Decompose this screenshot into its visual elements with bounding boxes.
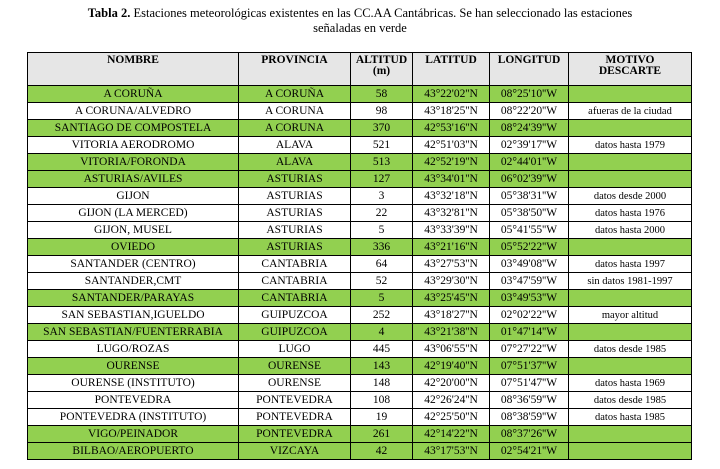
cell-longitude: 03°47'59''W <box>490 273 569 290</box>
cell-latitude: 43°22'02''N <box>413 86 490 103</box>
cell-name: SAN SEBASTIAN,IGUELDO <box>28 307 239 324</box>
cell-longitude: 03°49'08''W <box>490 256 569 273</box>
cell-province: A CORUÑA <box>239 86 351 103</box>
cell-name: GIJON <box>28 188 239 205</box>
cell-name: VIGO/PEINADOR <box>28 426 239 443</box>
cell-altitude: 521 <box>351 137 413 154</box>
cell-name: BILBAO/AEROPUERTO <box>28 443 239 460</box>
cell-name: PONTEVEDRA (INSTITUTO) <box>28 409 239 426</box>
cell-latitude: 43°25'45''N <box>413 290 490 307</box>
table-row-selected <box>28 239 692 256</box>
cell-province: ASTURIAS <box>239 239 351 256</box>
header-altitude <box>351 53 413 86</box>
cell-altitude: 4 <box>351 324 413 341</box>
cell-altitude: 64 <box>351 256 413 273</box>
header-longitude: LONGITUD <box>490 53 569 86</box>
cell-motive <box>569 358 692 375</box>
cell-longitude: 02°44'01''W <box>490 154 569 171</box>
header-row <box>28 53 692 86</box>
cell-altitude: 445 <box>351 341 413 358</box>
cell-motive: datos desde 2000 <box>569 188 692 205</box>
table-row-selected <box>28 358 692 375</box>
cell-longitude: 03°49'53''W <box>490 290 569 307</box>
cell-longitude: 05°41'55''W <box>490 222 569 239</box>
cell-altitude: 148 <box>351 375 413 392</box>
header-motive <box>569 53 692 86</box>
cell-motive <box>569 290 692 307</box>
cell-name: A CORUNA/ALVEDRO <box>28 103 239 120</box>
table-row-selected <box>28 120 692 137</box>
cell-motive: mayor altitud <box>569 307 692 324</box>
cell-altitude: 19 <box>351 409 413 426</box>
cell-province: PONTEVEDRA <box>239 426 351 443</box>
cell-longitude: 05°38'50''W <box>490 205 569 222</box>
cell-province: PONTEVEDRA <box>239 392 351 409</box>
cell-province: ASTURIAS <box>239 188 351 205</box>
cell-motive: afueras de la ciudad <box>569 103 692 120</box>
caption-label: Tabla 2. <box>87 6 131 20</box>
cell-motive <box>569 426 692 443</box>
cell-altitude: 143 <box>351 358 413 375</box>
cell-latitude: 43°29'30''N <box>413 273 490 290</box>
cell-latitude: 43°17'53''N <box>413 443 490 460</box>
cell-province: LUGO <box>239 341 351 358</box>
table-row <box>28 392 692 409</box>
cell-altitude: 252 <box>351 307 413 324</box>
header-motive-line1: MOTIVO <box>605 54 655 66</box>
cell-latitude: 43°21'38''N <box>413 324 490 341</box>
cell-longitude: 02°02'22''W <box>490 307 569 324</box>
cell-province: GUIPUZCOA <box>239 307 351 324</box>
cell-province: PONTEVEDRA <box>239 409 351 426</box>
cell-longitude: 06°02'39''W <box>490 171 569 188</box>
cell-latitude: 42°52'19''N <box>413 154 490 171</box>
cell-motive: datos hasta 1985 <box>569 409 692 426</box>
cell-motive <box>569 443 692 460</box>
cell-altitude: 52 <box>351 273 413 290</box>
cell-altitude: 513 <box>351 154 413 171</box>
cell-name: ASTURIAS/AVILES <box>28 171 239 188</box>
table-row-selected <box>28 426 692 443</box>
table-row <box>28 341 692 358</box>
cell-longitude: 08°37'26''W <box>490 426 569 443</box>
cell-name: OURENSE (INSTITUTO) <box>28 375 239 392</box>
cell-name: VITORIA/FORONDA <box>28 154 239 171</box>
cell-motive: datos hasta 1969 <box>569 375 692 392</box>
cell-province: ALAVA <box>239 137 351 154</box>
cell-motive: datos hasta 2000 <box>569 222 692 239</box>
cell-province: ASTURIAS <box>239 171 351 188</box>
cell-latitude: 43°18'27''N <box>413 307 490 324</box>
table-row <box>28 256 692 273</box>
cell-province: CANTABRIA <box>239 273 351 290</box>
cell-latitude: 42°20'00''N <box>413 375 490 392</box>
stations-table <box>27 52 692 460</box>
table-row-selected <box>28 171 692 188</box>
cell-motive <box>569 154 692 171</box>
cell-latitude: 43°18'25''N <box>413 103 490 120</box>
cell-name: GIJON (LA MERCED) <box>28 205 239 222</box>
table-row <box>28 375 692 392</box>
table-row-selected <box>28 154 692 171</box>
cell-name: SANTANDER (CENTRO) <box>28 256 239 273</box>
header-latitude: LATITUD <box>413 53 490 86</box>
cell-province: OURENSE <box>239 358 351 375</box>
cell-latitude: 43°32'18''N <box>413 188 490 205</box>
table-row <box>28 188 692 205</box>
cell-name: SANTANDER/PARAYAS <box>28 290 239 307</box>
cell-name: SANTIAGO DE COMPOSTELA <box>28 120 239 137</box>
cell-province: ASTURIAS <box>239 205 351 222</box>
cell-longitude: 08°24'39''W <box>490 120 569 137</box>
cell-altitude: 108 <box>351 392 413 409</box>
table-row-selected <box>28 290 692 307</box>
cell-motive <box>569 171 692 188</box>
cell-province: OURENSE <box>239 375 351 392</box>
cell-longitude: 08°25'10''W <box>490 86 569 103</box>
cell-name: VITORIA AERODROMO <box>28 137 239 154</box>
cell-province: A CORUNA <box>239 120 351 137</box>
cell-altitude: 22 <box>351 205 413 222</box>
cell-longitude: 07°51'47''W <box>490 375 569 392</box>
header-name: NOMBRE <box>28 53 239 86</box>
cell-motive: datos hasta 1997 <box>569 256 692 273</box>
cell-altitude: 98 <box>351 103 413 120</box>
cell-name: PONTEVEDRA <box>28 392 239 409</box>
cell-altitude: 3 <box>351 188 413 205</box>
cell-motive: datos desde 1985 <box>569 392 692 409</box>
table-row-selected <box>28 324 692 341</box>
table-row <box>28 137 692 154</box>
cell-longitude: 08°38'59''W <box>490 409 569 426</box>
table-row <box>28 307 692 324</box>
cell-province: ALAVA <box>239 154 351 171</box>
cell-longitude: 01°47'14''W <box>490 324 569 341</box>
cell-altitude: 336 <box>351 239 413 256</box>
cell-latitude: 43°32'81''N <box>413 205 490 222</box>
cell-province: GUIPUZCOA <box>239 324 351 341</box>
cell-province: CANTABRIA <box>239 256 351 273</box>
cell-longitude: 05°52'22''W <box>490 239 569 256</box>
cell-name: OVIEDO <box>28 239 239 256</box>
cell-longitude: 08°36'59''W <box>490 392 569 409</box>
cell-motive: datos desde 1985 <box>569 341 692 358</box>
cell-latitude: 42°51'03''N <box>413 137 490 154</box>
cell-longitude: 08°22'20''W <box>490 103 569 120</box>
cell-altitude: 42 <box>351 443 413 460</box>
cell-latitude: 43°34'01''N <box>413 171 490 188</box>
caption-text: Estaciones meteorológicas existentes en las CC.AA Cantábricas. Se han seleccionado las estaciones <box>130 6 633 20</box>
cell-longitude: 02°54'21''W <box>490 443 569 460</box>
cell-altitude: 5 <box>351 290 413 307</box>
cell-name: SAN SEBASTIAN/FUENTERRABIA <box>28 324 239 341</box>
header-altitude-line1: ALTITUD <box>355 54 408 66</box>
table-header <box>28 53 692 86</box>
cell-latitude: 42°14'22''N <box>413 426 490 443</box>
cell-altitude: 127 <box>351 171 413 188</box>
cell-altitude: 58 <box>351 86 413 103</box>
cell-motive: datos hasta 1979 <box>569 137 692 154</box>
table-row <box>28 205 692 222</box>
cell-province: A CORUNA <box>239 103 351 120</box>
cell-motive <box>569 239 692 256</box>
cell-altitude: 370 <box>351 120 413 137</box>
cell-motive <box>569 120 692 137</box>
cell-altitude: 5 <box>351 222 413 239</box>
table-row <box>28 409 692 426</box>
cell-latitude: 42°53'16''N <box>413 120 490 137</box>
cell-latitude: 42°19'40''N <box>413 358 490 375</box>
cell-name: OURENSE <box>28 358 239 375</box>
cell-name: A CORUÑA <box>28 86 239 103</box>
cell-latitude: 42°25'50''N <box>413 409 490 426</box>
header-motive-line2: DESCARTE <box>598 65 662 77</box>
cell-motive <box>569 324 692 341</box>
cell-province: VIZCAYA <box>239 443 351 460</box>
caption-text-line2: señaladas en verde <box>313 21 407 35</box>
table-row-selected <box>28 86 692 103</box>
cell-altitude: 261 <box>351 426 413 443</box>
cell-latitude: 42°26'24''N <box>413 392 490 409</box>
table-row-selected <box>28 443 692 460</box>
cell-motive: datos hasta 1976 <box>569 205 692 222</box>
cell-motive: sin datos 1981-1997 <box>569 273 692 290</box>
table-row <box>28 273 692 290</box>
cell-province: CANTABRIA <box>239 290 351 307</box>
cell-longitude: 02°39'17''W <box>490 137 569 154</box>
table-body <box>28 86 692 460</box>
table-caption <box>0 6 720 36</box>
cell-latitude: 43°06'55''N <box>413 341 490 358</box>
cell-name: GIJON, MUSEL <box>28 222 239 239</box>
cell-name: SANTANDER,CMT <box>28 273 239 290</box>
cell-province: ASTURIAS <box>239 222 351 239</box>
cell-latitude: 43°33'39''N <box>413 222 490 239</box>
cell-longitude: 07°27'22''W <box>490 341 569 358</box>
header-province: PROVINCIA <box>239 53 351 86</box>
cell-motive <box>569 86 692 103</box>
cell-longitude: 07°51'37''W <box>490 358 569 375</box>
cell-latitude: 43°27'53''N <box>413 256 490 273</box>
cell-name: LUGO/ROZAS <box>28 341 239 358</box>
table-row <box>28 103 692 120</box>
header-altitude-line2: (m) <box>372 65 391 77</box>
table-row <box>28 222 692 239</box>
cell-longitude: 05°38'31''W <box>490 188 569 205</box>
cell-latitude: 43°21'16''N <box>413 239 490 256</box>
